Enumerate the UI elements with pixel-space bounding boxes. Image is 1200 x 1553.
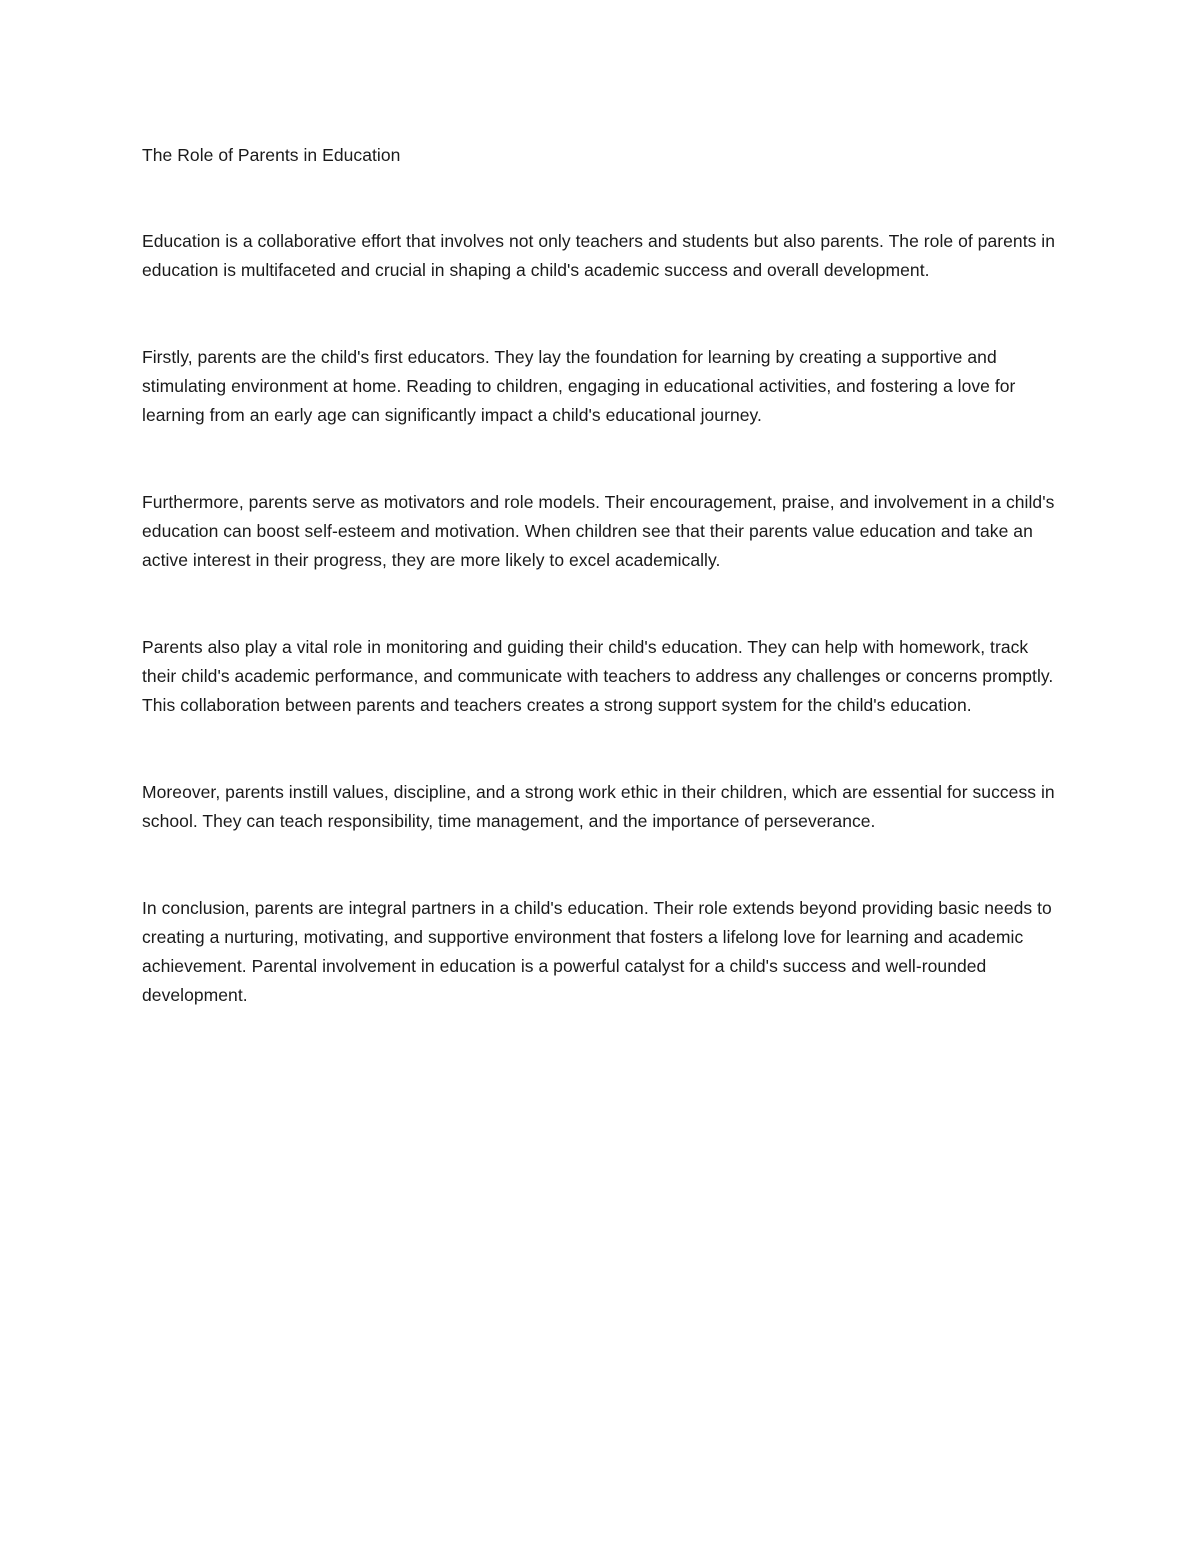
paragraph-first-educators: Firstly, parents are the child's first educators. They lay the foundation for learning by creating a supportive and stimulating environment at home. Reading to children, engaging in educational activities, and fostering a love for learning from an early age can significantly impact a child's educational journey. [142,347,1016,425]
paragraph-monitoring: Parents also play a vital role in monitoring and guiding their child's education. They can help with homework, track their child's academic performance, and communicate with teachers to address any challenges or concerns promptly. This collaboration between parents and teachers creates a strong support system for the child's education. [142,637,1054,715]
paragraph-conclusion: In conclusion, parents are integral partners in a child's education. Their role extends beyond providing basic needs to creating a nurturing, motivating, and supportive environment that fosters a lifelong love for learning and academic achievement. Parental involvement in education is a powerful catalyst for a child's success and well-rounded development. [142,898,1052,1005]
paragraph-motivators: Furthermore, parents serve as motivators and role models. Their encouragement, praise, and involvement in a child's education can boost self-esteem and motivation. When children see that their parents value education and take an active interest in their progress, they are more likely to excel academically. [142,492,1055,570]
document-title: The Role of Parents in Education [142,145,401,165]
paragraph-intro: Education is a collaborative effort that involves not only teachers and students but also parents. The role of parents in education is multifaceted and crucial in shaping a child's academic success and overall development. [142,231,1056,280]
document-body [142,141,1062,1068]
paragraph-values: Moreover, parents instill values, discipline, and a strong work ethic in their children, which are essential for success in school. They can teach responsibility, time management, and the importance of perseverance. [142,782,1055,831]
